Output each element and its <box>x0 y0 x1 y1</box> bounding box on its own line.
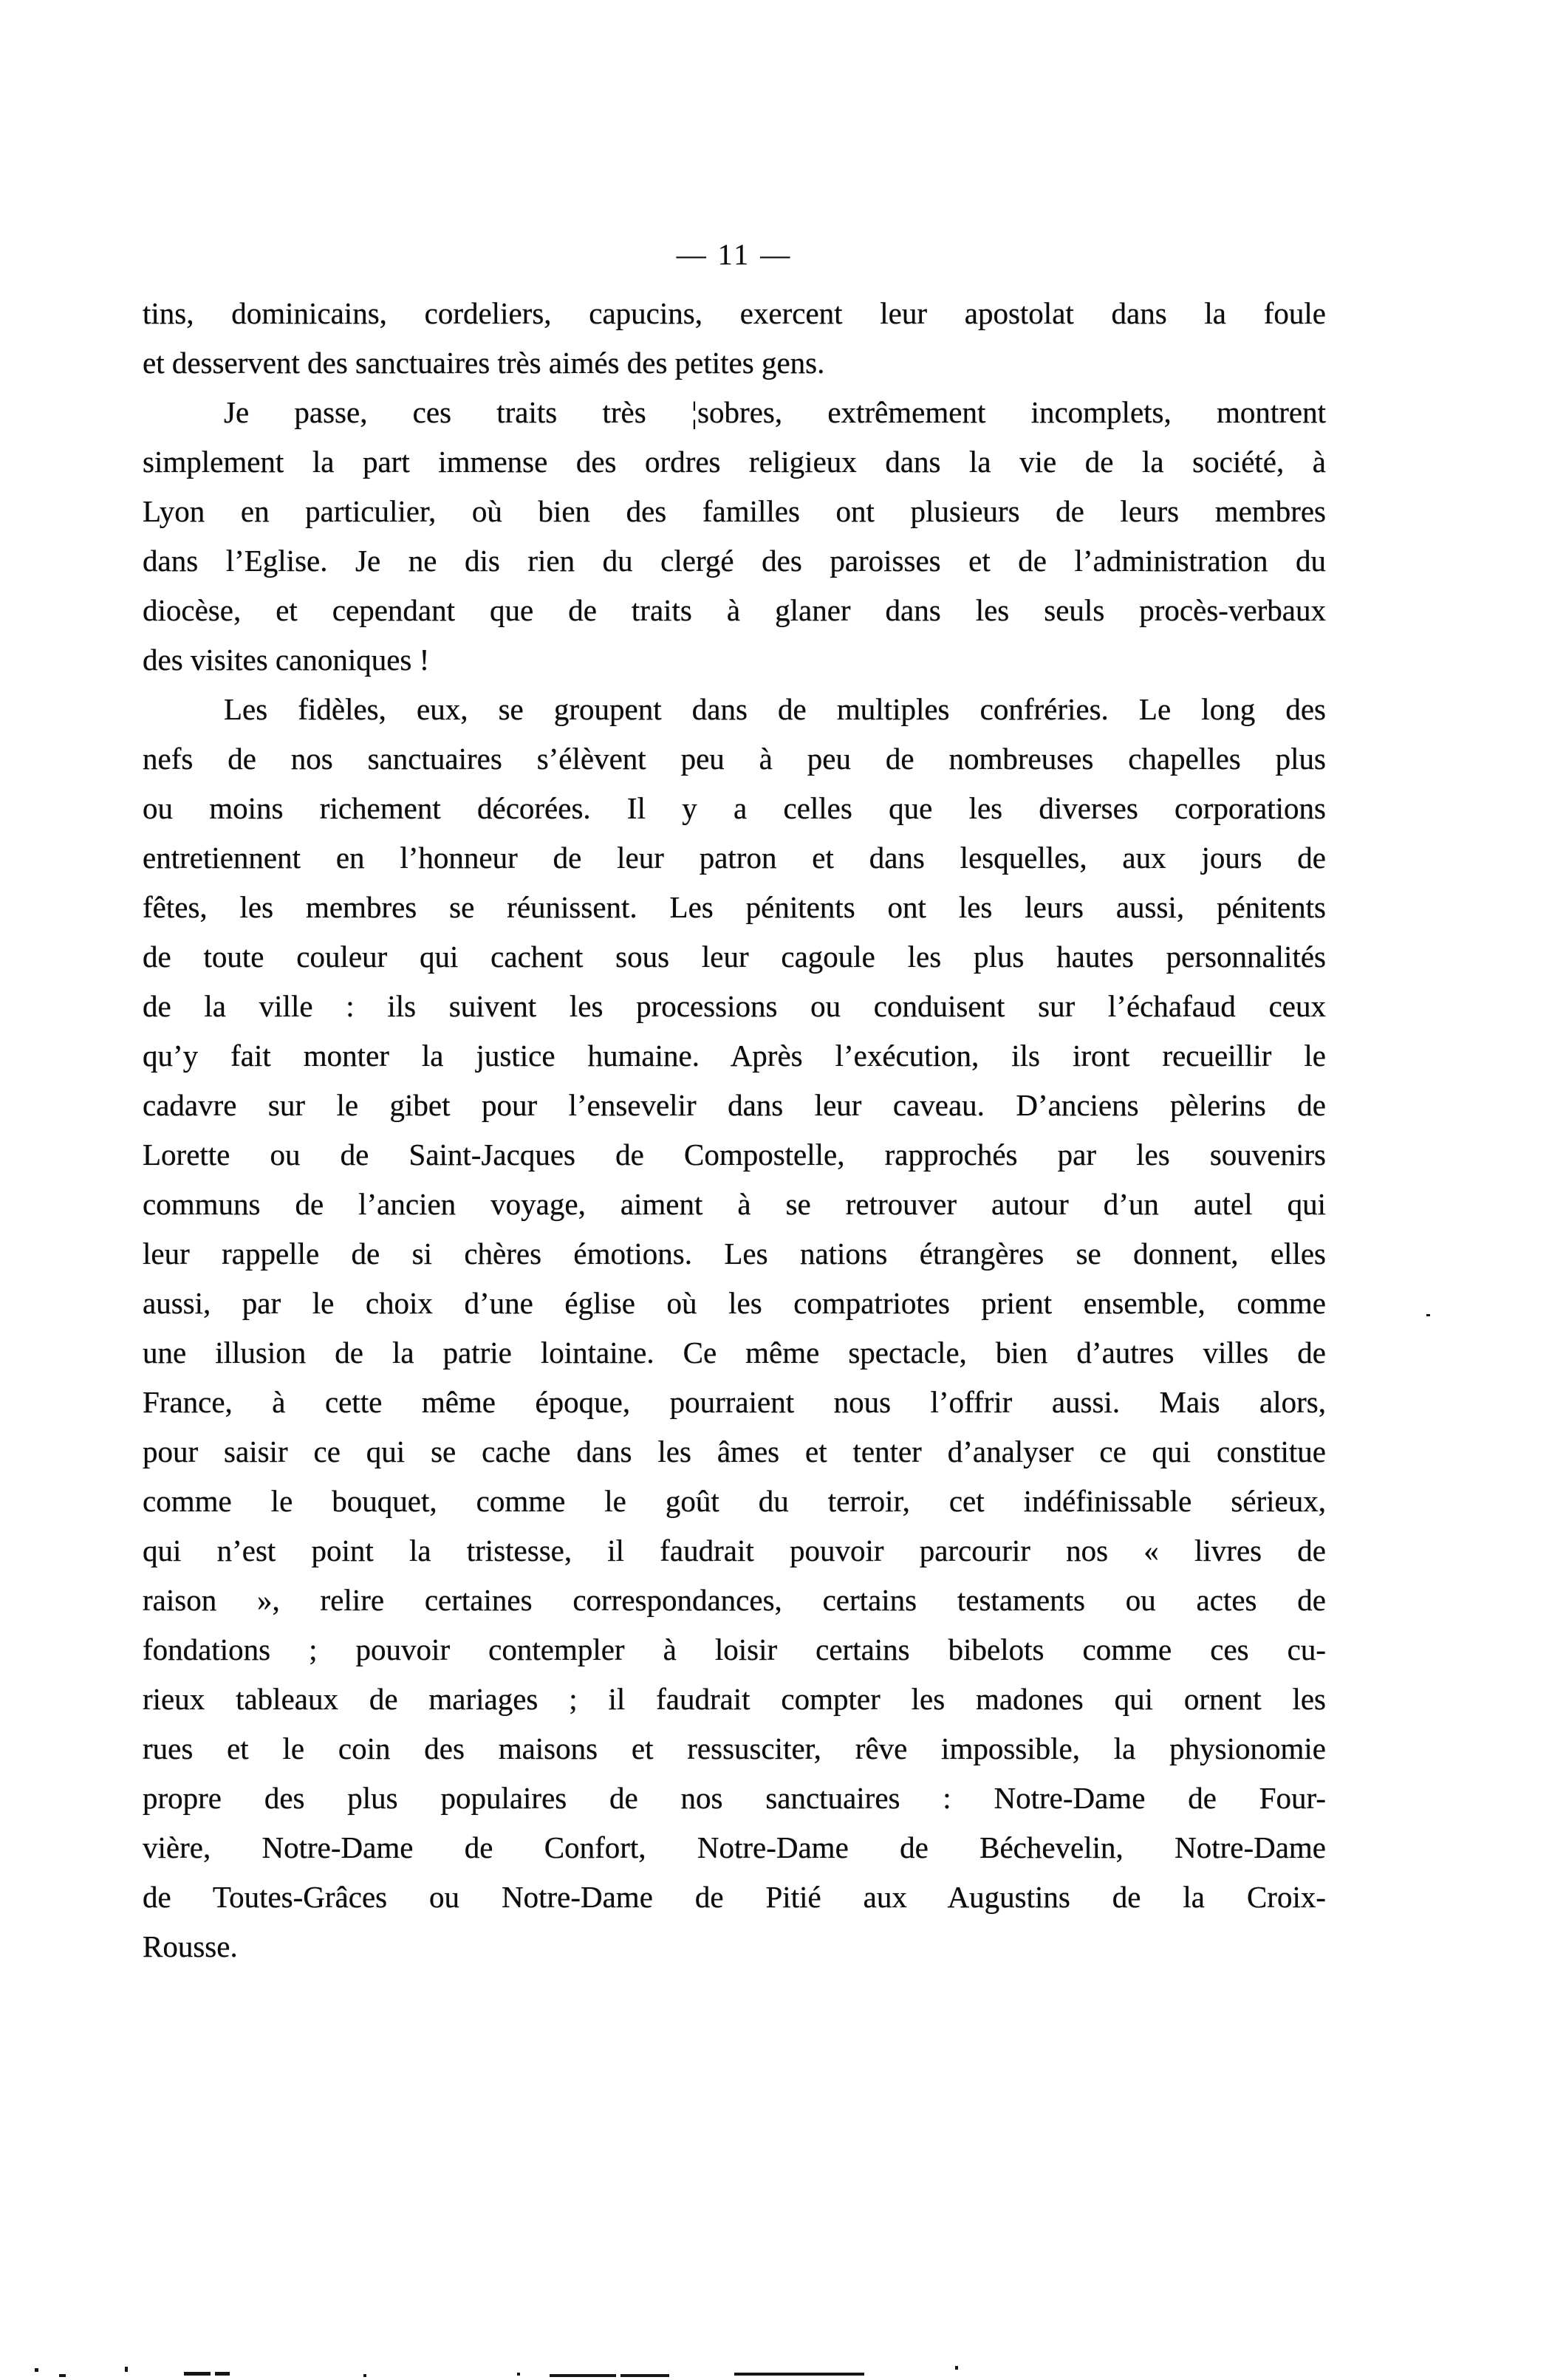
text-line: de toute couleur qui cachent sous leur cagoule les plus hautes personnalités <box>143 940 1326 974</box>
body-text <box>143 289 1326 1972</box>
text-line: raison », relire certaines correspondances, certains testaments ou actes de <box>143 1583 1326 1617</box>
scan-speck <box>363 2374 366 2377</box>
text-line: Lyon en particulier, où bien des familles ont plusieurs de leurs membres <box>143 494 1326 528</box>
text-line: dans l’Eglise. Je ne dis rien du clergé des paroisses et de l’administration du <box>143 544 1326 578</box>
text-line: rues et le coin des maisons et ressusciter, rêve impossible, la physionomie <box>143 1731 1326 1765</box>
text-line: France, à cette même époque, pourraient nous l’offrir aussi. Mais alors, <box>143 1385 1326 1419</box>
scan-artifact-line <box>550 2374 616 2377</box>
text-line: diocèse, et cependant que de traits à glaner dans les seuls procès-verbaux <box>143 593 1326 627</box>
text-line: rieux tableaux de mariages ; il faudrait compter les madones qui ornent les <box>143 1682 1326 1716</box>
scan-artifact-line <box>184 2372 211 2376</box>
text-line: une illusion de la patrie lointaine. Ce même spectacle, bien d’autres villes de <box>143 1336 1326 1369</box>
page-number: — 11 — <box>676 238 793 271</box>
text-line: aussi, par le choix d’une église où les compatriotes prient ensemble, comme <box>143 1286 1326 1320</box>
text-line: de Toutes-Grâces ou Notre-Dame de Pitié aux Augustins de la Croix- <box>143 1880 1326 1914</box>
text-line: simplement la part immense des ordres religieux dans la vie de la société, à <box>143 445 1326 479</box>
text-line: vière, Notre-Dame de Confort, Notre-Dame de Béchevelin, Notre-Dame <box>143 1830 1326 1864</box>
scan-speck <box>1426 1314 1430 1316</box>
scan-speck <box>59 2374 66 2377</box>
text-line: propre des plus populaires de nos sanctuaires : Notre-Dame de Four- <box>143 1781 1326 1815</box>
text-line: de la ville : ils suivent les processions ou conduisent sur l’échafaud ceux <box>143 989 1326 1023</box>
text-line: tins, dominicains, cordeliers, capucins, exercent leur apostolat dans la foule <box>143 296 1326 330</box>
scan-speck <box>517 2373 520 2376</box>
scan-artifact-line <box>734 2373 864 2376</box>
text-line: qu’y fait monter la justice humaine. Après l’exécution, ils iront recueillir le <box>143 1039 1326 1073</box>
text-line: des visites canoniques ! <box>143 643 430 677</box>
text-line: Rousse. <box>143 1929 238 1963</box>
text-line: et desservent des sanctuaires très aimés des petites gens. <box>143 346 825 380</box>
scan-artifact-line <box>215 2372 230 2376</box>
scan-speck <box>955 2366 958 2370</box>
text-line: leur rappelle de si chères émotions. Les nations étrangères se donnent, elles <box>143 1237 1326 1271</box>
text-line: ou moins richement décorées. Il y a celles que les diverses corporations <box>143 791 1326 825</box>
text-line: Je passe, ces traits très ¦sobres, extrêmement incomplets, montrent <box>224 395 1326 429</box>
text-line: fêtes, les membres se réunissent. Les pénitents ont les leurs aussi, pénitents <box>143 890 1326 924</box>
scan-artifact-line <box>620 2374 669 2377</box>
text-line: cadavre sur le gibet pour l’ensevelir dans leur caveau. D’anciens pèlerins de <box>143 1088 1326 1122</box>
text-line: Lorette ou de Saint-Jacques de Compostelle, rapprochés par les souvenirs <box>143 1138 1326 1172</box>
text-line: Les fidèles, eux, se groupent dans de multiples confréries. Le long des <box>224 692 1326 726</box>
text-line: fondations ; pouvoir contempler à loisir certains bibelots comme ces cu- <box>143 1632 1326 1666</box>
text-line: comme le bouquet, comme le goût du terroir, cet indéfinissable sérieux, <box>143 1484 1326 1518</box>
text-line: nefs de nos sanctuaires s’élèvent peu à peu de nombreuses chapelles plus <box>143 742 1326 776</box>
text-line: qui n’est point la tristesse, il faudrait pouvoir parcourir nos « livres de <box>143 1533 1326 1567</box>
text-line: pour saisir ce qui se cache dans les âmes et tenter d’analyser ce qui constitue <box>143 1435 1326 1468</box>
text-line: communs de l’ancien voyage, aiment à se retrouver autour d’un autel qui <box>143 1187 1326 1221</box>
scan-speck <box>35 2368 38 2372</box>
text-line: entretiennent en l’honneur de leur patron et dans lesquelles, aux jours de <box>143 841 1326 875</box>
scan-speck <box>125 2367 128 2372</box>
